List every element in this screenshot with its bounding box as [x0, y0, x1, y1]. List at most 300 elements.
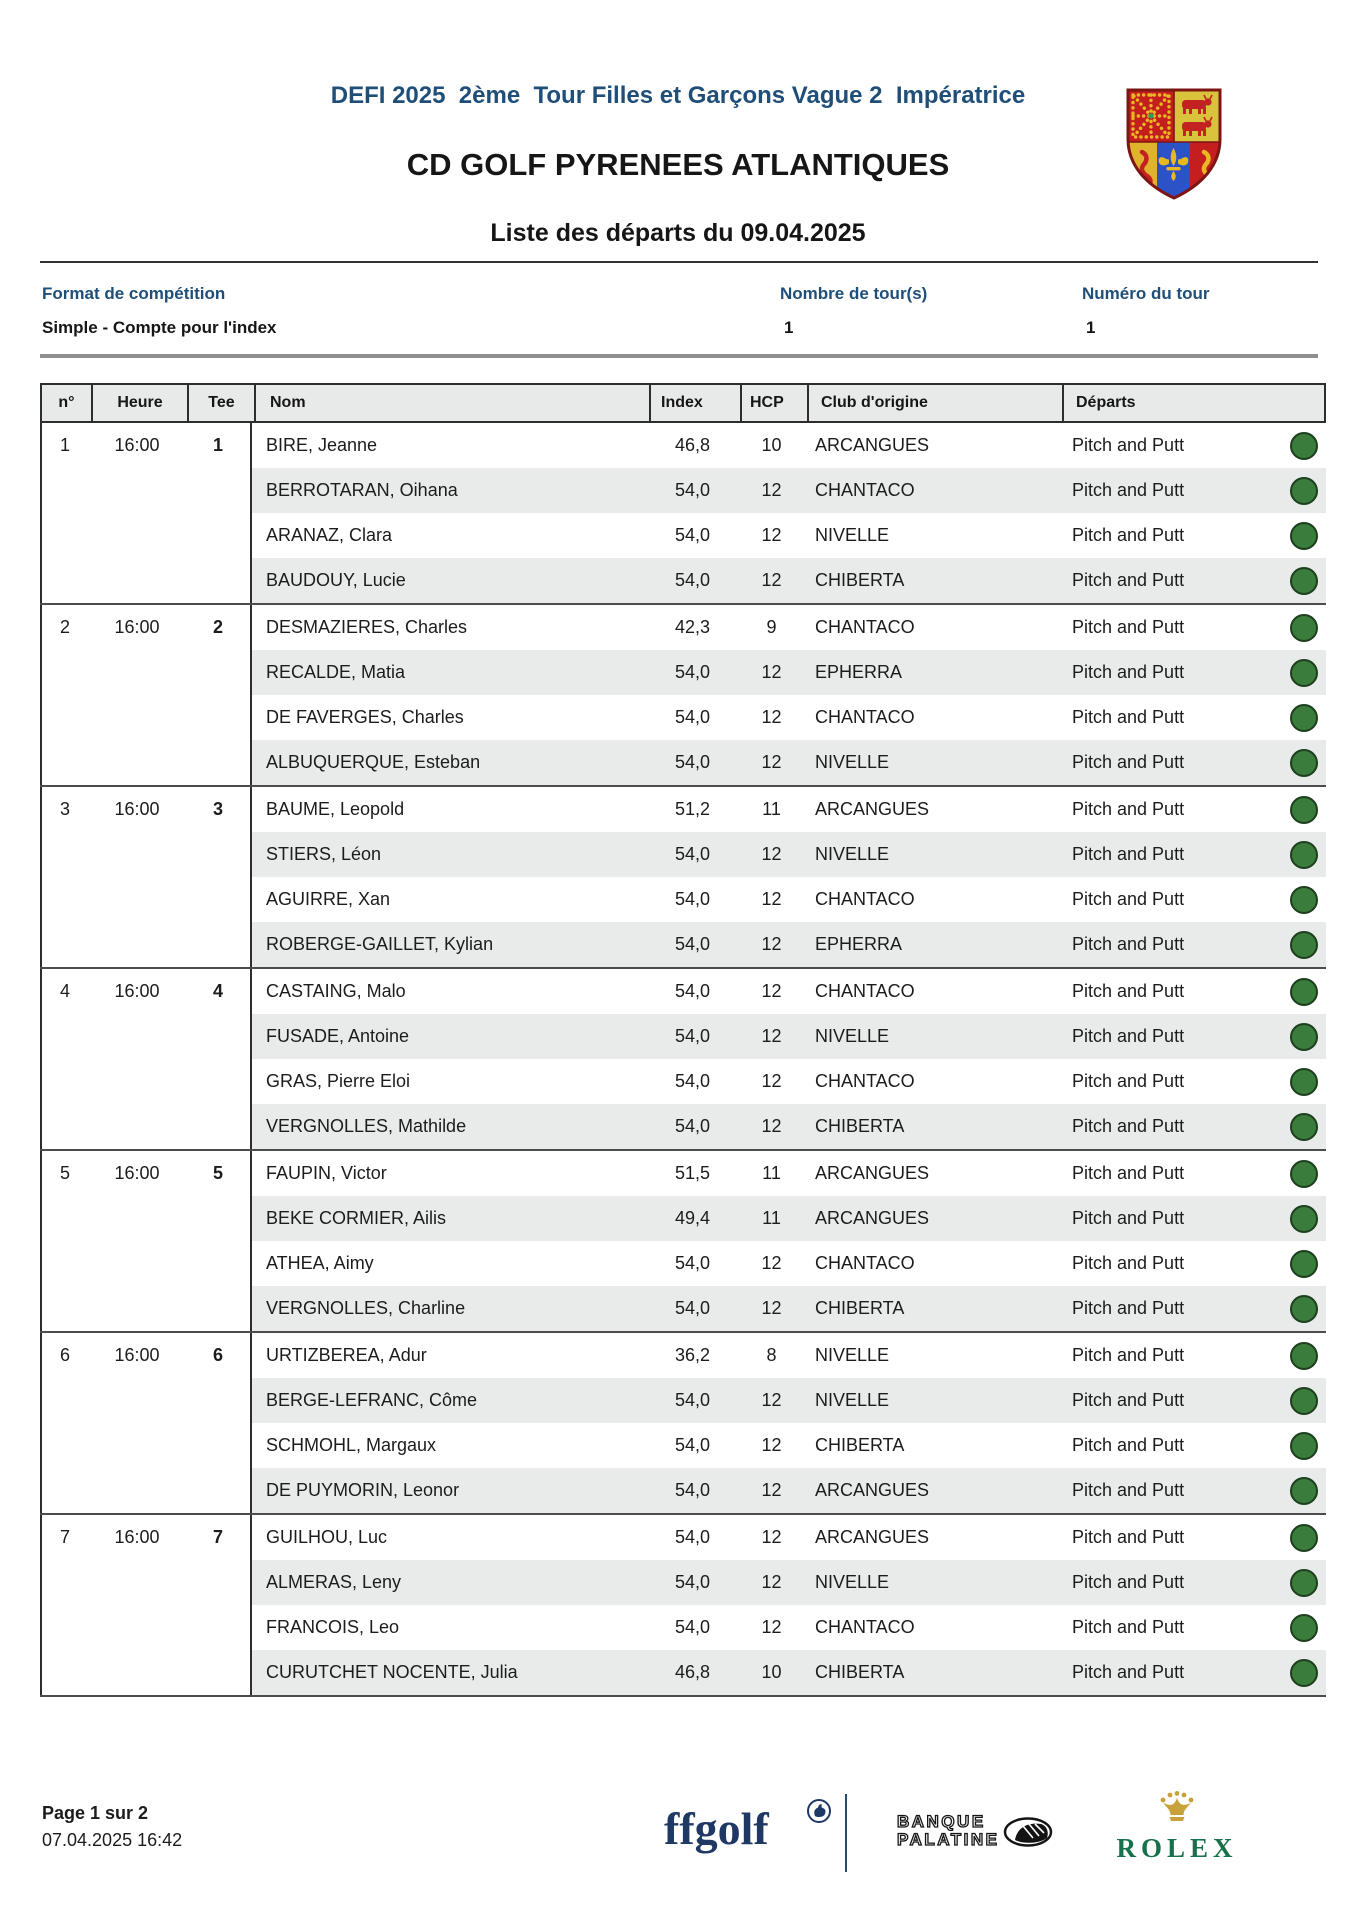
- depart-tee-label: Pitch and Putt: [1072, 1163, 1185, 1183]
- player-name: GRAS, Pierre Eloi: [266, 1071, 411, 1091]
- round-number-label: Numéro du tour: [1082, 284, 1210, 303]
- player-row: [252, 513, 1326, 558]
- player-row: [252, 1468, 1326, 1513]
- player-name: CASTAING, Malo: [266, 981, 406, 1001]
- group-players: [252, 969, 1326, 1149]
- depart-tee-label: Pitch and Putt: [1072, 799, 1185, 819]
- player-row: [252, 922, 1326, 967]
- player-name: ATHEA, Aimy: [266, 1253, 374, 1273]
- depart-status-dot: [1290, 1295, 1318, 1323]
- player-depart: [1060, 704, 1326, 732]
- player-index: 54,0: [674, 1572, 711, 1592]
- player-index: 54,0: [674, 1026, 711, 1046]
- depart-tee-label: Pitch and Putt: [1072, 1298, 1185, 1318]
- player-index: 54,0: [674, 1435, 711, 1455]
- player-row: [252, 1151, 1326, 1196]
- player-name: GUILHOU, Luc: [266, 1527, 388, 1547]
- player-index: 54,0: [674, 1390, 711, 1410]
- player-hcp: 12: [761, 1527, 782, 1547]
- competition-title: DEFI 2025 2ème Tour Filles et Garçons Vague 2 Impératrice: [330, 82, 1026, 109]
- depart-tee-label: Pitch and Putt: [1072, 1253, 1185, 1273]
- depart-status-dot: [1290, 1477, 1318, 1505]
- player-name: ARANAZ, Clara: [266, 525, 393, 545]
- player-depart: [1060, 1569, 1326, 1597]
- player-depart: [1060, 1524, 1326, 1552]
- player-depart: [1060, 931, 1326, 959]
- banque-palatine-horse-icon: [1003, 1816, 1053, 1848]
- banque-palatine-line1: BANQUE: [897, 1812, 986, 1831]
- player-club: EPHERRA: [815, 934, 903, 954]
- depart-status-dot: [1290, 659, 1318, 687]
- player-row: [252, 605, 1326, 650]
- group-number: 6: [59, 1345, 70, 1365]
- player-row: [252, 1241, 1326, 1286]
- player-depart: [1060, 477, 1326, 505]
- player-depart: [1060, 432, 1326, 460]
- player-club: ARCANGUES: [815, 1208, 930, 1228]
- player-index: 54,0: [674, 1617, 711, 1637]
- depart-tee-label: Pitch and Putt: [1072, 707, 1185, 727]
- rolex-crown-icon: [1158, 1790, 1196, 1826]
- depart-tee-label: Pitch and Putt: [1072, 1572, 1185, 1592]
- player-club: EPHERRA: [815, 662, 903, 682]
- flight-group: [40, 1515, 1326, 1697]
- depart-tee-label: Pitch and Putt: [1072, 981, 1185, 1001]
- player-depart: [1060, 1250, 1326, 1278]
- column-header-4: Index: [649, 385, 740, 421]
- banque-palatine-logo: [897, 1813, 1053, 1849]
- player-row: [252, 1605, 1326, 1650]
- group-players: [252, 423, 1326, 603]
- player-row: [252, 1196, 1326, 1241]
- player-hcp: 12: [761, 1298, 782, 1318]
- group-players: [252, 1333, 1326, 1513]
- format-label: Format de compétition: [42, 284, 226, 303]
- player-index: 54,0: [674, 981, 711, 1001]
- depart-status-dot: [1290, 1113, 1318, 1141]
- player-name: FAUPIN, Victor: [266, 1163, 387, 1183]
- player-index: 46,8: [674, 1662, 711, 1682]
- player-row: [252, 1650, 1326, 1695]
- group-info: [40, 423, 252, 603]
- group-time: 16:00: [114, 981, 160, 1001]
- flight-group: [40, 423, 1326, 605]
- player-club: NIVELLE: [815, 752, 890, 772]
- depart-tee-label: Pitch and Putt: [1072, 662, 1185, 682]
- player-club: CHANTACO: [815, 707, 915, 727]
- player-club: CHIBERTA: [815, 1662, 905, 1682]
- depart-tee-label: Pitch and Putt: [1072, 480, 1185, 500]
- depart-status-dot: [1290, 1659, 1318, 1687]
- depart-status-dot: [1290, 704, 1318, 732]
- player-name: FRANCOIS, Leo: [266, 1617, 400, 1637]
- player-hcp: 12: [761, 1435, 782, 1455]
- player-depart: [1060, 1295, 1326, 1323]
- player-club: NIVELLE: [815, 525, 890, 545]
- depart-tee-label: Pitch and Putt: [1072, 1071, 1185, 1091]
- player-row: [252, 468, 1326, 513]
- group-players: [252, 1151, 1326, 1331]
- flight-group: [40, 787, 1326, 969]
- depart-status-dot: [1290, 522, 1318, 550]
- column-header-5: HCP: [740, 385, 807, 421]
- depart-tee-label: Pitch and Putt: [1072, 1390, 1185, 1410]
- page-info: [42, 1800, 182, 1854]
- group-time: 16:00: [114, 435, 160, 455]
- player-index: 46,8: [674, 435, 711, 455]
- start-list-body: [40, 423, 1326, 1697]
- player-hcp: 12: [761, 570, 782, 590]
- rolex-logo: [1112, 1790, 1242, 1864]
- info-divider: [40, 354, 1318, 358]
- player-club: ARCANGUES: [815, 435, 930, 455]
- column-header-2: Tee: [187, 385, 254, 421]
- group-players: [252, 605, 1326, 785]
- player-club: NIVELLE: [815, 1345, 890, 1365]
- player-row: [252, 1560, 1326, 1605]
- player-hcp: 10: [761, 435, 782, 455]
- player-depart: [1060, 796, 1326, 824]
- player-club: CHANTACO: [815, 981, 915, 1001]
- group-info: [40, 969, 252, 1149]
- group-time: 16:00: [114, 799, 160, 819]
- player-hcp: 12: [761, 525, 782, 545]
- depart-tee-label: Pitch and Putt: [1072, 1435, 1185, 1455]
- player-row: [252, 1059, 1326, 1104]
- depart-status-dot: [1290, 1569, 1318, 1597]
- ffgolf-rooster-icon: [806, 1798, 832, 1824]
- player-name: FUSADE, Antoine: [266, 1026, 410, 1046]
- depart-status-dot: [1290, 1432, 1318, 1460]
- organizer-name: CD GOLF PYRENEES ATLANTIQUES: [406, 147, 950, 182]
- player-index: 54,0: [674, 1116, 711, 1136]
- player-index: 54,0: [674, 1298, 711, 1318]
- player-depart: [1060, 614, 1326, 642]
- rolex-wordmark: ROLEX: [1116, 1833, 1238, 1863]
- player-depart: [1060, 749, 1326, 777]
- player-index: 54,0: [674, 934, 711, 954]
- depart-tee-label: Pitch and Putt: [1072, 525, 1185, 545]
- group-info: [40, 605, 252, 785]
- depart-status-dot: [1290, 841, 1318, 869]
- player-name: BERGE-LEFRANC, Côme: [266, 1390, 478, 1410]
- player-hcp: 12: [761, 981, 782, 1001]
- player-row: [252, 1333, 1326, 1378]
- player-depart: [1060, 1477, 1326, 1505]
- flight-group: [40, 1151, 1326, 1333]
- player-club: CHANTACO: [815, 1071, 915, 1091]
- depart-tee-label: Pitch and Putt: [1072, 1662, 1185, 1682]
- rounds-label: Nombre de tour(s): [780, 284, 928, 303]
- group-tee: 1: [212, 435, 223, 455]
- player-depart: [1060, 841, 1326, 869]
- player-hcp: 11: [762, 799, 781, 819]
- player-hcp: 12: [761, 1572, 782, 1592]
- player-hcp: 12: [761, 1026, 782, 1046]
- player-club: NIVELLE: [815, 1390, 890, 1410]
- player-hcp: 12: [761, 934, 782, 954]
- player-row: [252, 1378, 1326, 1423]
- player-row: [252, 1423, 1326, 1468]
- player-index: 36,2: [674, 1345, 711, 1365]
- depart-status-dot: [1290, 1342, 1318, 1370]
- player-club: ARCANGUES: [815, 1480, 930, 1500]
- depart-tee-label: Pitch and Putt: [1072, 752, 1185, 772]
- player-club: NIVELLE: [815, 1026, 890, 1046]
- group-number: 2: [59, 617, 70, 637]
- player-depart: [1060, 1205, 1326, 1233]
- player-club: NIVELLE: [815, 1572, 890, 1592]
- player-hcp: 12: [761, 1390, 782, 1410]
- player-index: 54,0: [674, 1071, 711, 1091]
- depart-status-dot: [1290, 1205, 1318, 1233]
- column-header-3: Nom: [254, 385, 649, 421]
- player-depart: [1060, 1023, 1326, 1051]
- group-time: 16:00: [114, 1163, 160, 1183]
- player-name: AGUIRRE, Xan: [266, 889, 391, 909]
- depart-status-dot: [1290, 796, 1318, 824]
- group-tee: 5: [212, 1163, 223, 1183]
- depart-status-dot: [1290, 931, 1318, 959]
- player-hcp: 10: [761, 1662, 782, 1682]
- column-header-6: Club d'origine: [807, 385, 1062, 421]
- column-header-7: Départs: [1062, 385, 1324, 421]
- group-number: 1: [59, 435, 70, 455]
- player-depart: [1060, 1160, 1326, 1188]
- player-depart: [1060, 522, 1326, 550]
- group-info: [40, 1515, 252, 1695]
- player-index: 54,0: [674, 752, 711, 772]
- depart-status-dot: [1290, 886, 1318, 914]
- group-tee: 4: [212, 981, 223, 1001]
- player-row: [252, 969, 1326, 1014]
- flight-group: [40, 605, 1326, 787]
- depart-tee-label: Pitch and Putt: [1072, 1527, 1185, 1547]
- player-depart: [1060, 978, 1326, 1006]
- depart-status-dot: [1290, 978, 1318, 1006]
- player-hcp: 12: [761, 1253, 782, 1273]
- player-depart: [1060, 1614, 1326, 1642]
- player-hcp: 12: [761, 707, 782, 727]
- group-time: 16:00: [114, 617, 160, 637]
- format-value: Simple - Compte pour l'index: [42, 318, 277, 337]
- player-row: [252, 740, 1326, 785]
- player-club: CHANTACO: [815, 1617, 915, 1637]
- player-name: BEKE CORMIER, Ailis: [266, 1208, 447, 1228]
- depart-tee-label: Pitch and Putt: [1072, 1026, 1185, 1046]
- player-index: 54,0: [674, 707, 711, 727]
- player-club: CHIBERTA: [815, 570, 905, 590]
- player-depart: [1060, 1659, 1326, 1687]
- group-tee: 2: [212, 617, 223, 637]
- depart-status-dot: [1290, 1614, 1318, 1642]
- ffgolf-logo: [664, 1802, 769, 1855]
- player-name: DE PUYMORIN, Leonor: [266, 1480, 460, 1500]
- player-club: CHANTACO: [815, 1253, 915, 1273]
- group-info: [40, 1151, 252, 1331]
- group-players: [252, 787, 1326, 967]
- player-row: [252, 650, 1326, 695]
- depart-status-dot: [1290, 1160, 1318, 1188]
- group-number: 7: [59, 1527, 70, 1547]
- depart-tee-label: Pitch and Putt: [1072, 1208, 1185, 1228]
- rounds-value: 1: [784, 318, 794, 337]
- player-club: CHIBERTA: [815, 1298, 905, 1318]
- depart-tee-label: Pitch and Putt: [1072, 889, 1185, 909]
- player-index: 54,0: [674, 662, 711, 682]
- player-name: ALMERAS, Leny: [266, 1572, 402, 1592]
- player-depart: [1060, 567, 1326, 595]
- depart-status-dot: [1290, 1387, 1318, 1415]
- player-index: 54,0: [674, 1527, 711, 1547]
- depart-tee-label: Pitch and Putt: [1072, 934, 1185, 954]
- footer-logo-divider: [845, 1794, 847, 1872]
- player-name: CURUTCHET NOCENTE, Julia: [266, 1662, 518, 1682]
- column-header-0: n°: [58, 394, 75, 411]
- group-tee: 3: [212, 799, 223, 819]
- player-club: CHANTACO: [815, 617, 915, 637]
- depart-status-dot: [1290, 567, 1318, 595]
- depart-status-dot: [1290, 477, 1318, 505]
- group-tee: 6: [212, 1345, 223, 1365]
- player-name: DE FAVERGES, Charles: [266, 707, 464, 727]
- player-index: 54,0: [674, 844, 711, 864]
- group-time: 16:00: [114, 1345, 160, 1365]
- player-club: CHIBERTA: [815, 1435, 905, 1455]
- start-list-table: [40, 383, 1326, 1697]
- player-name: BERROTARAN, Oihana: [266, 480, 458, 500]
- header-divider: [40, 261, 1318, 263]
- round-number-value: 1: [1086, 318, 1096, 337]
- player-index: 51,2: [674, 799, 711, 819]
- player-name: VERGNOLLES, Charline: [266, 1298, 466, 1318]
- depart-tee-label: Pitch and Putt: [1072, 1345, 1185, 1365]
- table-header-row: [40, 383, 1326, 423]
- player-hcp: 12: [761, 1480, 782, 1500]
- depart-tee-label: Pitch and Putt: [1072, 844, 1185, 864]
- flight-group: [40, 969, 1326, 1151]
- player-row: [252, 832, 1326, 877]
- player-index: 54,0: [674, 889, 711, 909]
- player-row: [252, 695, 1326, 740]
- depart-tee-label: Pitch and Putt: [1072, 1116, 1185, 1136]
- depart-status-dot: [1290, 1068, 1318, 1096]
- ffgolf-wordmark: ffgolf: [664, 1803, 769, 1854]
- player-index: 54,0: [674, 480, 711, 500]
- group-tee: 7: [212, 1527, 223, 1547]
- player-row: [252, 1104, 1326, 1149]
- player-hcp: 12: [761, 1071, 782, 1091]
- depart-status-dot: [1290, 749, 1318, 777]
- player-index: 54,0: [674, 570, 711, 590]
- player-name: SCHMOHL, Margaux: [266, 1435, 437, 1455]
- player-club: ARCANGUES: [815, 1527, 930, 1547]
- player-index: 54,0: [674, 1480, 711, 1500]
- list-title: Liste des départs du 09.04.2025: [490, 219, 866, 247]
- player-hcp: 12: [761, 1617, 782, 1637]
- group-time: 16:00: [114, 1527, 160, 1547]
- player-row: [252, 423, 1326, 468]
- player-depart: [1060, 886, 1326, 914]
- banque-palatine-line2: PALATINE: [897, 1830, 1000, 1849]
- player-hcp: 12: [761, 889, 782, 909]
- player-hcp: 11: [762, 1208, 781, 1228]
- depart-status-dot: [1290, 1524, 1318, 1552]
- player-index: 54,0: [674, 1253, 711, 1273]
- player-index: 51,5: [674, 1163, 711, 1183]
- player-name: ROBERGE-GAILLET, Kylian: [266, 934, 494, 954]
- player-name: BIRE, Jeanne: [266, 435, 378, 455]
- departement-coat-of-arms-icon: [1120, 84, 1228, 202]
- player-hcp: 8: [766, 1345, 777, 1365]
- player-club: CHANTACO: [815, 889, 915, 909]
- depart-status-dot: [1290, 432, 1318, 460]
- player-club: NIVELLE: [815, 844, 890, 864]
- player-club: ARCANGUES: [815, 1163, 930, 1183]
- player-hcp: 12: [761, 844, 782, 864]
- player-name: DESMAZIERES, Charles: [266, 617, 468, 637]
- player-index: 54,0: [674, 525, 711, 545]
- group-players: [252, 1515, 1326, 1695]
- player-index: 42,3: [674, 617, 711, 637]
- player-depart: [1060, 1432, 1326, 1460]
- print-timestamp: 07.04.2025 16:42: [42, 1830, 183, 1850]
- player-name: ALBUQUERQUE, Esteban: [266, 752, 481, 772]
- player-name: VERGNOLLES, Mathilde: [266, 1116, 467, 1136]
- player-row: [252, 1286, 1326, 1331]
- player-club: CHIBERTA: [815, 1116, 905, 1136]
- player-hcp: 12: [761, 752, 782, 772]
- player-depart: [1060, 1342, 1326, 1370]
- depart-tee-label: Pitch and Putt: [1072, 435, 1185, 455]
- group-info: [40, 787, 252, 967]
- page-number: Page 1 sur 2: [42, 1803, 149, 1823]
- player-depart: [1060, 1387, 1326, 1415]
- player-name: URTIZBEREA, Adur: [266, 1345, 427, 1365]
- player-name: BAUME, Leopold: [266, 799, 405, 819]
- column-header-1: Heure: [91, 385, 187, 421]
- depart-tee-label: Pitch and Putt: [1072, 570, 1185, 590]
- player-hcp: 9: [766, 617, 777, 637]
- depart-status-dot: [1290, 1023, 1318, 1051]
- player-hcp: 12: [761, 480, 782, 500]
- depart-tee-label: Pitch and Putt: [1072, 1617, 1185, 1637]
- player-row: [252, 558, 1326, 603]
- player-row: [252, 1515, 1326, 1560]
- group-number: 3: [59, 799, 70, 819]
- player-name: STIERS, Léon: [266, 844, 382, 864]
- depart-tee-label: Pitch and Putt: [1072, 617, 1185, 637]
- player-club: CHANTACO: [815, 480, 915, 500]
- player-depart: [1060, 1068, 1326, 1096]
- player-hcp: 11: [762, 1163, 781, 1183]
- player-name: BAUDOUY, Lucie: [266, 570, 406, 590]
- player-hcp: 12: [761, 1116, 782, 1136]
- player-depart: [1060, 1113, 1326, 1141]
- player-row: [252, 787, 1326, 832]
- group-number: 4: [59, 981, 70, 1001]
- player-row: [252, 1014, 1326, 1059]
- player-club: ARCANGUES: [815, 799, 930, 819]
- player-depart: [1060, 659, 1326, 687]
- group-info: [40, 1333, 252, 1513]
- player-hcp: 12: [761, 662, 782, 682]
- player-row: [252, 877, 1326, 922]
- depart-status-dot: [1290, 1250, 1318, 1278]
- flight-group: [40, 1333, 1326, 1515]
- player-index: 49,4: [674, 1208, 711, 1228]
- player-name: RECALDE, Matia: [266, 662, 406, 682]
